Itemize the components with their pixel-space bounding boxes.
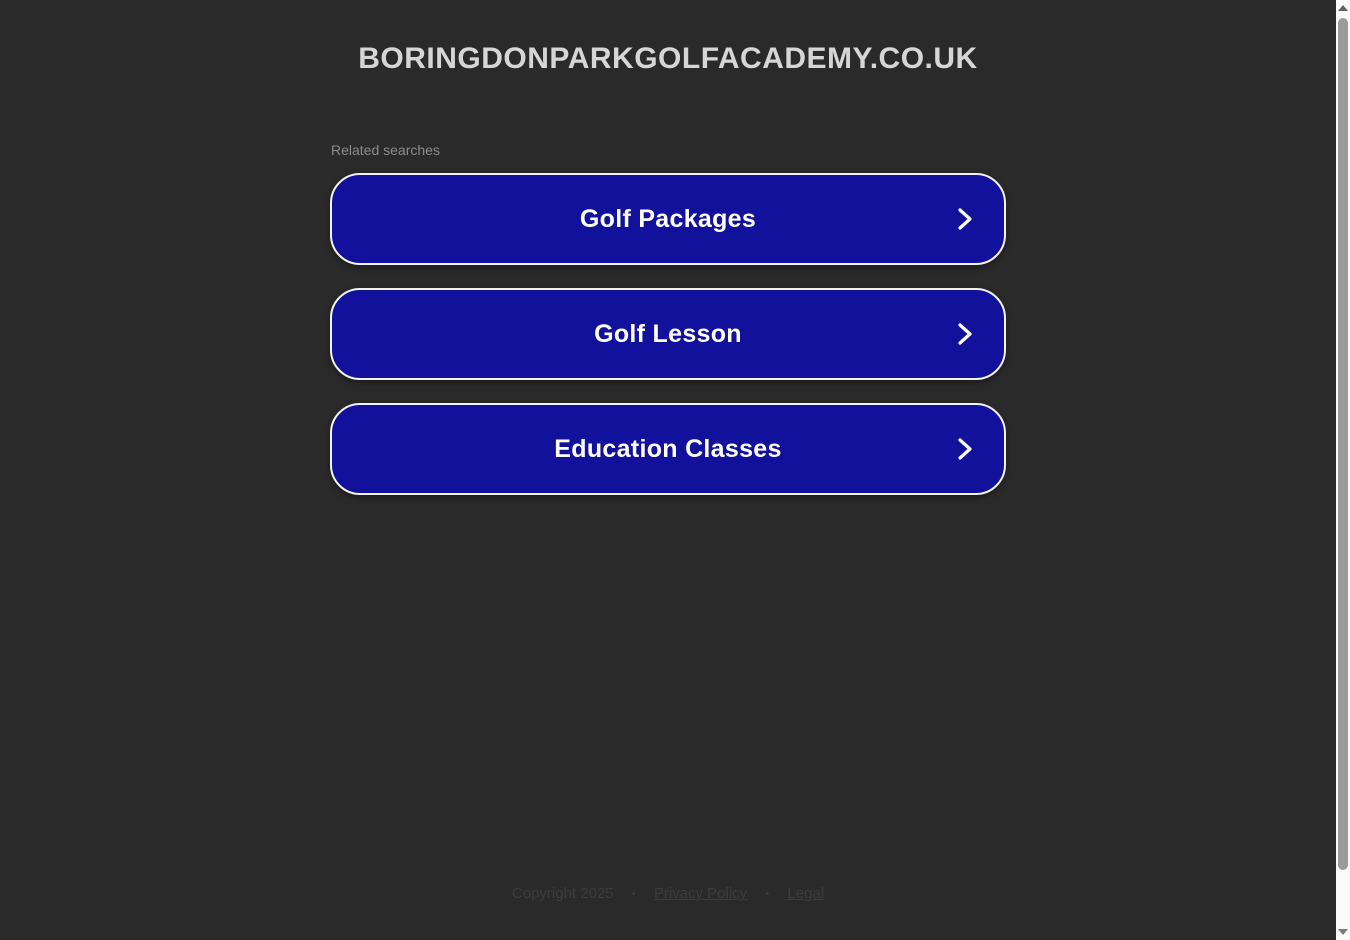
related-link-golf-lesson[interactable] xyxy=(330,288,1006,380)
footer-separator: • xyxy=(631,888,636,900)
related-searches-label: Related searches xyxy=(331,142,440,158)
related-link-education-classes[interactable] xyxy=(330,403,1006,495)
vertical-scrollbar[interactable] xyxy=(1336,0,1350,940)
footer-separator: • xyxy=(765,888,770,900)
chevron-right-icon xyxy=(952,436,978,462)
related-link-label: Golf Lesson xyxy=(594,319,742,348)
footer xyxy=(0,885,1336,902)
related-link-label: Education Classes xyxy=(554,434,782,463)
scroll-down-button[interactable] xyxy=(1336,925,1350,939)
related-link-label: Golf Packages xyxy=(579,204,757,233)
chevron-right-icon xyxy=(952,206,978,232)
copyright-text: Copyright 2025 xyxy=(511,885,614,902)
triangle-down-icon xyxy=(1338,929,1348,935)
privacy-policy-link[interactable]: Privacy Policy xyxy=(653,885,748,902)
triangle-up-icon xyxy=(1338,5,1348,11)
related-link-golf-packages[interactable] xyxy=(330,173,1006,265)
chevron-right-icon xyxy=(952,321,978,347)
scrollbar-thumb[interactable] xyxy=(1338,18,1348,870)
scroll-up-button[interactable] xyxy=(1336,1,1350,15)
legal-link[interactable]: Legal xyxy=(787,885,825,902)
page-title: BORINGDONPARKGOLFACADEMY.CO.UK xyxy=(358,42,978,75)
related-searches-section xyxy=(330,142,1006,518)
